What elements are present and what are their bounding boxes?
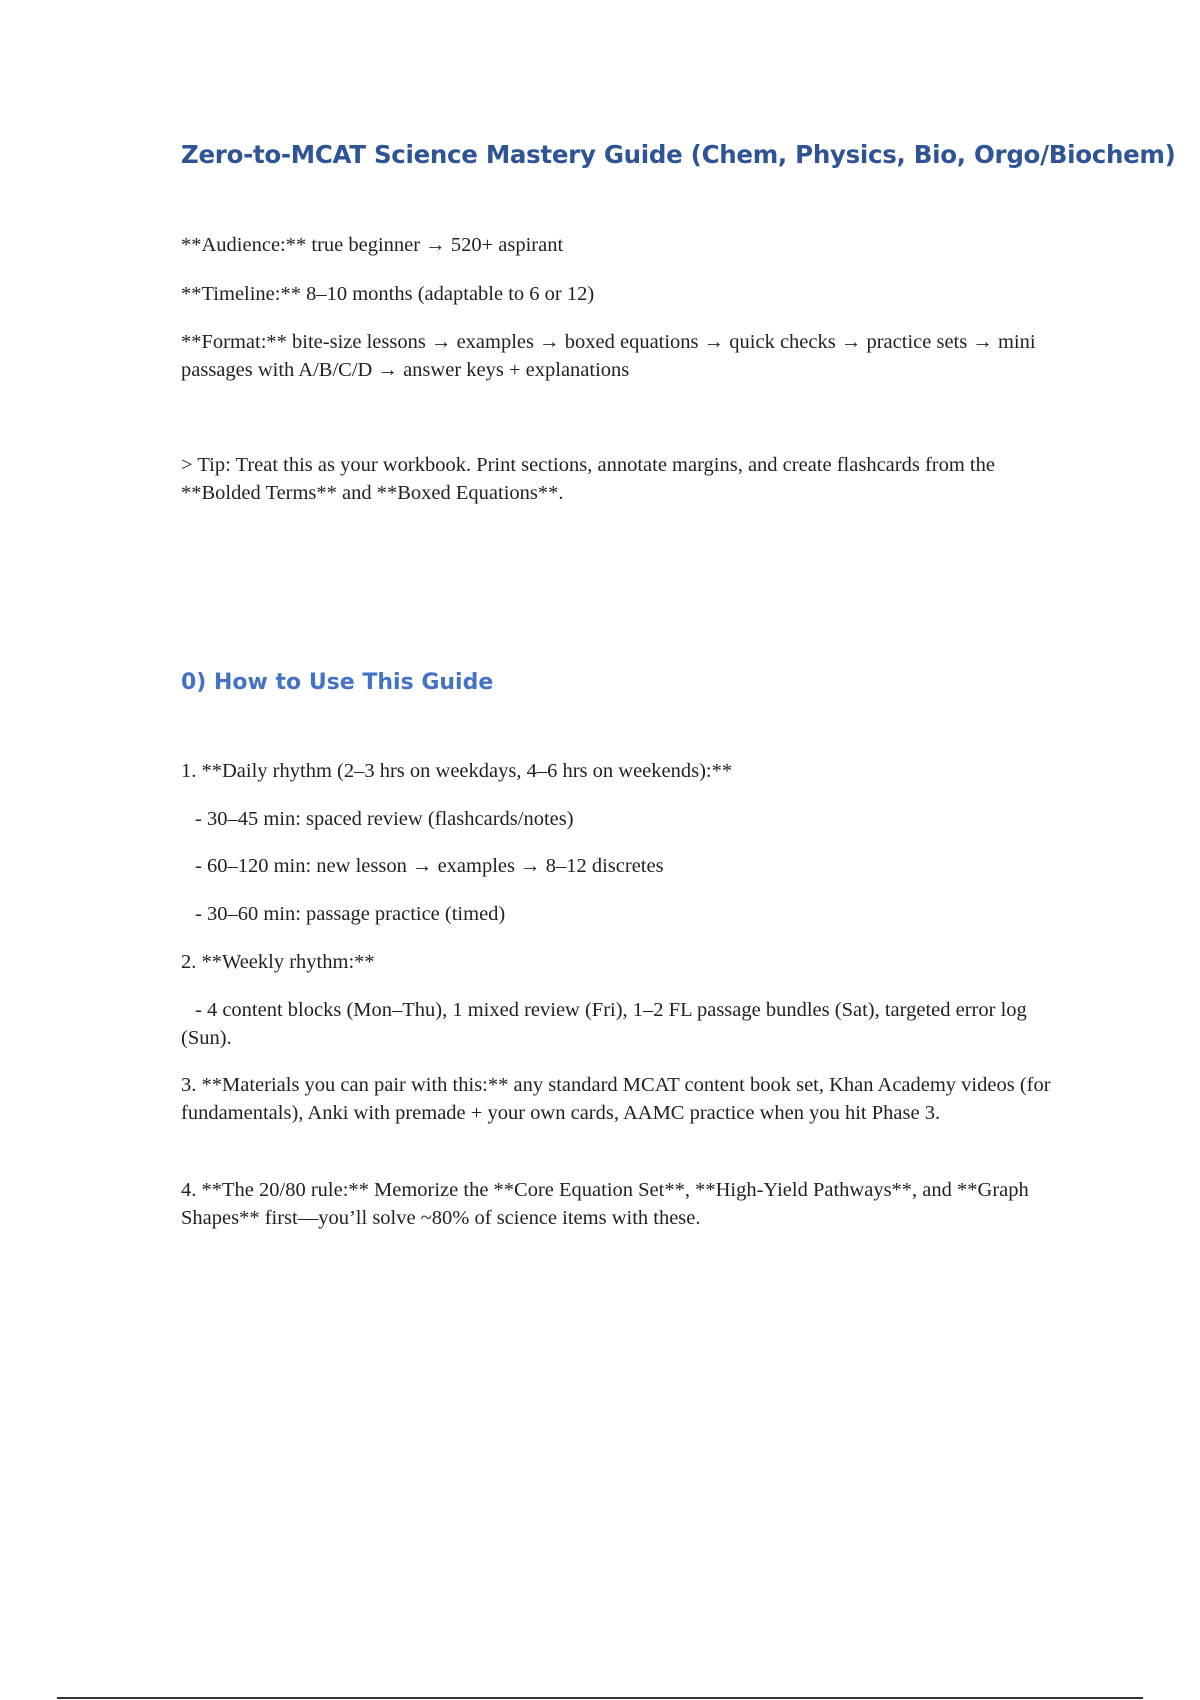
page-bottom-rule [57,1697,1143,1699]
audience-line: **Audience:** true beginner → 520+ aspirant [181,234,564,256]
sublist-item-content-blocks: - 4 content blocks (Mon–Thu), 1 mixed review (Fri), 1–2 FL passage bundles (Sat), targeted error log (Sun). [181,999,1027,1049]
timeline-line: **Timeline:** 8–10 months (adaptable to 6 or 12) [181,283,595,305]
list-item-materials: 3. **Materials you can pair with this:** any standard MCAT content book set, Khan Academy videos (for fundamentals), Anki with premade + your own cards, AAMC practice when you hit Phase 3. [181,1074,1051,1124]
document-title: Zero-to-MCAT Science Mastery Guide (Chem, Physics, Bio, Orgo/Biochem) [181,140,1176,169]
sublist-item-new-lesson: - 60–120 min: new lesson → examples → 8–12 discretes [195,855,664,877]
list-item-daily-rhythm: 1. **Daily rhythm (2–3 hrs on weekdays, 4–6 hrs on weekends):** [181,760,733,782]
list-item-weekly-rhythm: 2. **Weekly rhythm:** [181,951,375,973]
list-item-20-80-rule: 4. **The 20/80 rule:** Memorize the **Core Equation Set**, **High-Yield Pathways**, and **Graph Shapes** first—you’ll solve ~80% of science items with these. [181,1179,1029,1229]
sublist-item-passage-practice: - 30–60 min: passage practice (timed) [195,903,506,925]
tip-blockquote: > Tip: Treat this as your workbook. Print sections, annotate margins, and create flashcards from the **Bolded Terms** and **Boxed Equations**. [181,454,995,504]
format-line: **Format:** bite-size lessons → examples → boxed equations → quick checks → practice sets → mini passages with A/B/C/D → answer keys + explanations [181,331,1036,381]
section-heading-how-to-use: 0) How to Use This Guide [181,670,494,695]
sublist-item-spaced-review: - 30–45 min: spaced review (flashcards/notes) [195,808,574,830]
